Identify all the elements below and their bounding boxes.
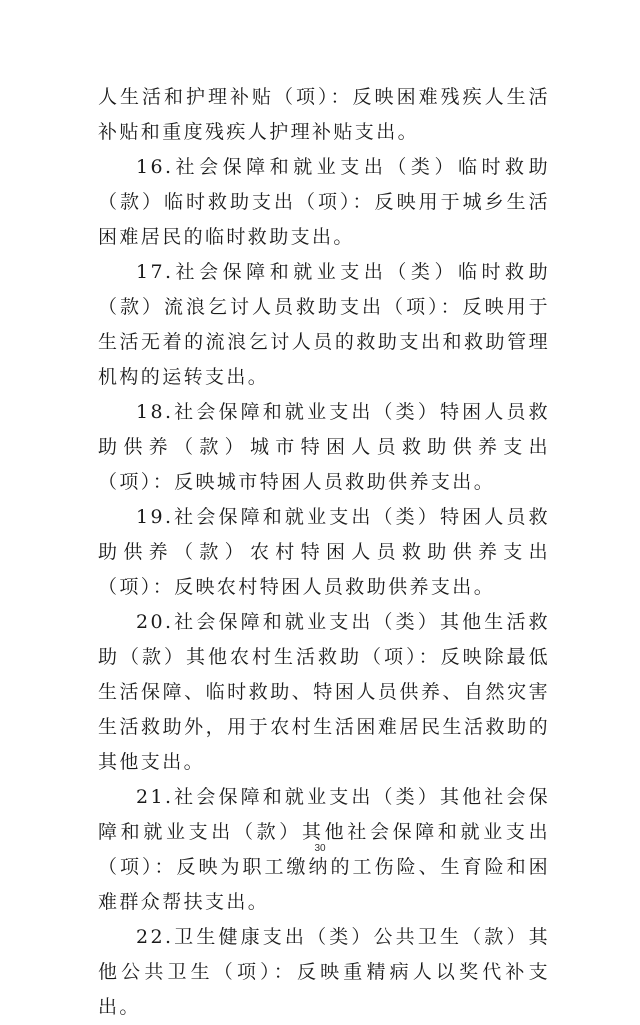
paragraph-item-16: 16.社会保障和就业支出（类）临时救助（款）临时救助支出（项）：反映用于城乡生活困难居民的临时救助支出。: [98, 156, 550, 248]
body-text: [98, 80, 550, 1025]
paragraph-item-21: 21.社会保障和就业支出（类）其他社会保障和就业支出（款）其他社会保障和就业支出（项）：反映为职工缴纳的工伤险、生育险和困难群众帮扶支出。: [98, 786, 550, 913]
paragraph-item-20: 20.社会保障和就业支出（类）其他生活救助（款）其他农村生活救助（项）：反映除最低生活保障、临时救助、特困人员供养、自然灾害生活救助外，用于农村生活困难居民生活救助的其他支出。: [98, 611, 550, 773]
paragraph-continuation: 人生活和护理补贴（项）：反映困难残疾人生活补贴和重度残疾人护理补贴支出。: [98, 86, 550, 143]
paragraph-item-19: 19.社会保障和就业支出（类）特困人员救助供养（款）农村特困人员救助供养支出（项）：反映农村特困人员救助供养支出。: [98, 506, 550, 598]
paragraph-item-17: 17.社会保障和就业支出（类）临时救助（款）流浪乞讨人员救助支出（项）：反映用于生活无着的流浪乞讨人员的救助支出和救助管理机构的运转支出。: [98, 261, 550, 388]
paragraph-item-22: 22.卫生健康支出（类）公共卫生（款）其他公共卫生（项）：反映重精病人以奖代补支出。: [98, 926, 550, 1018]
paragraph-item-18: 18.社会保障和就业支出（类）特困人员救助供养（款）城市特困人员救助供养支出（项）：反映城市特困人员救助供养支出。: [98, 401, 550, 493]
page-number: 30: [314, 843, 326, 854]
